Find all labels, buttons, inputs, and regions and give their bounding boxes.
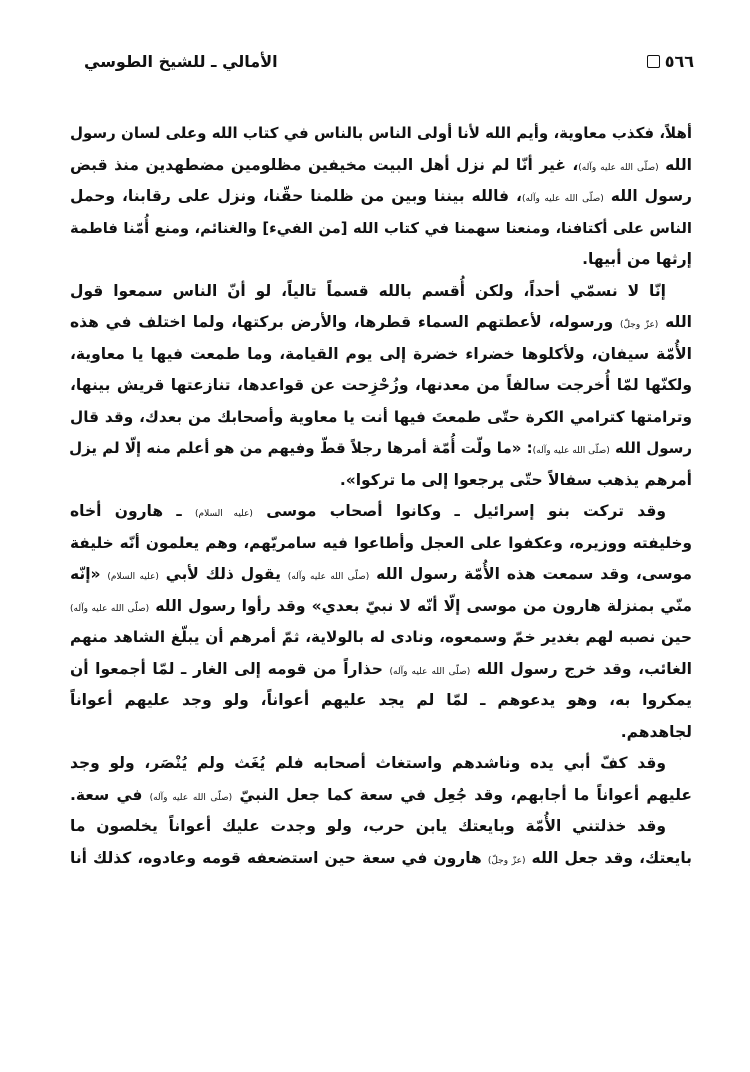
honorific-text: (صلّى الله عليه وآله) xyxy=(389,666,471,677)
honorific-text: (صلّى الله عليه وآله) xyxy=(287,572,370,582)
text-line xyxy=(70,276,692,308)
honorific-text: (عليه السلام) xyxy=(107,572,159,582)
text-segment: يمكروا به، وهو يدعوهم ـ لمّا لم يجد عليهم أعواناً، ولو وجد عليهم أعواناً xyxy=(70,691,692,709)
text-line xyxy=(70,402,692,434)
text-segment: حذاراً من قومه إلى الغار ـ لمّا أجمعوا أن xyxy=(70,659,390,678)
body-text xyxy=(70,118,692,874)
text-segment: لجاهدهم. xyxy=(620,722,692,741)
text-line xyxy=(70,528,692,560)
text-segment: : «ما ولّت أُمّة أمرها رجلاً قطّ وفيهم من هو أعلم منه إلّا لم يزل xyxy=(69,439,533,457)
text-line xyxy=(70,339,692,371)
text-segment: أهلاً، فكذب معاوية، وأيم الله لأنا أولى الناس بالناس في كتاب الله وعلى لسان رسول xyxy=(70,124,692,142)
text-segment: بايعتك، وقد جعل الله xyxy=(525,848,692,867)
text-segment: ، غير أنّا لم نزل أهل البيت مخيفين مظلومين مضطهدين منذ قبض xyxy=(70,155,579,174)
text-segment: حين نصبه لهم بغدير خمّ وسمعوه، ونادى له بالولاية، ثمّ أمرهم أن يبلّغ الشاهد منهم xyxy=(70,628,692,646)
book-title: الأمالي ـ للشيخ الطوسي xyxy=(84,52,278,71)
text-line xyxy=(70,591,692,623)
text-line xyxy=(70,370,692,402)
text-segment: «إنّه xyxy=(70,565,108,583)
text-segment: هارون في سعة حين استضعفه قومه وعادوه، كذلك أنا xyxy=(70,848,488,867)
honorific-text: (صلّى الله عليه وآله) xyxy=(149,792,233,803)
text-segment: وخليفته ووزيره، وعكفوا على العجل وأطاعوا فيه سامريّهم، وهم يعلمون أنّه خليفة xyxy=(70,533,692,552)
honorific-text: (عزّ وجلّ) xyxy=(619,320,659,330)
running-header xyxy=(84,52,694,82)
text-segment: منّي بمنزلة هارون من موسى إلّا أنّه لا نبيّ بعدي» وقد رأوا رسول الله xyxy=(149,596,692,615)
text-segment: أمرهم يذهب سفالاً حتّى يرجعوا إلى ما تركوا». xyxy=(339,470,692,489)
page-number-group xyxy=(647,52,694,71)
page-number: ٥٦٦ xyxy=(664,52,694,71)
text-segment: ـ هارون أخاه xyxy=(70,502,196,520)
text-line xyxy=(70,780,692,812)
text-line xyxy=(70,559,692,591)
text-segment: رسول الله xyxy=(609,439,692,457)
honorific-text: (صلّى الله عليه وآله) xyxy=(532,446,610,456)
text-segment: الغائب، وقد خرج رسول الله xyxy=(470,659,692,678)
honorific-text: (صلّى الله عليه وآله) xyxy=(70,603,150,614)
text-line xyxy=(70,307,692,339)
text-segment: موسى، وقد سمعت هذه الأُمّة رسول الله xyxy=(369,565,692,583)
text-line xyxy=(70,685,692,717)
text-line xyxy=(70,748,692,780)
text-segment: وقد خذلتني الأُمّة وبايعتك يابن حرب، ولو وجدت عليك أعواناً يخلصون ما xyxy=(70,817,666,835)
text-line xyxy=(70,213,692,245)
text-segment: وقد تركت بنو إسرائيل ـ وكانوا أصحاب موسى xyxy=(252,502,666,520)
text-segment: في سعة. xyxy=(70,785,150,804)
text-segment: الله xyxy=(658,155,692,174)
text-segment: إنّا لا نسمّي أحداً، ولكن أُقسم بالله قسماً تالياً، لو أنّ الناس سمعوا قول xyxy=(70,281,666,300)
text-line xyxy=(70,118,692,150)
honorific-text: (عليه السلام) xyxy=(195,509,253,519)
text-line xyxy=(70,843,692,875)
text-segment: وترامتها كترامي الكرة حتّى طمعتَ فيها أنت يا معاوية وأصحابك من بعدك، وقد قال xyxy=(70,407,692,426)
text-segment: عليهم أعواناً ما أجابهم، وقد جُعِل في سعة كما جعل النبيّ xyxy=(232,785,692,804)
text-line xyxy=(70,433,692,465)
honorific-text: (صلّى الله عليه وآله) xyxy=(521,194,604,204)
text-segment: وقد كفّ أبي يده وناشدهم واستغاث أصحابه فلم يُغَث ولم يُنْصَر، ولو وجد xyxy=(70,754,666,772)
text-segment: ، فالله بيننا وبين من ظلمنا حقّنا، ونزل على رقابنا، وحمل xyxy=(70,187,522,205)
text-segment: رسول الله xyxy=(603,187,692,205)
text-line xyxy=(70,496,692,528)
text-line xyxy=(70,654,692,686)
honorific-text: (صلّى الله عليه وآله) xyxy=(578,162,659,173)
text-segment: إرثها من أبيها. xyxy=(582,250,692,268)
text-line xyxy=(70,181,692,213)
text-line xyxy=(70,717,692,749)
text-segment: الأُمّة سيفان، ولأكلوها خضراء خضرة إلى يوم القيامة، وما طمعت فيها يا معاوية، xyxy=(70,344,692,363)
text-line xyxy=(70,465,692,497)
text-segment: الله xyxy=(658,313,692,331)
square-box-icon xyxy=(647,55,660,68)
text-segment: الناس على أكتافنا، ومنعنا سهمنا في كتاب الله [من الفيء] والغنائم، ومنع أُمّنا فاطمة xyxy=(70,219,692,237)
text-line xyxy=(70,622,692,654)
text-line xyxy=(70,811,692,843)
text-line xyxy=(70,244,692,276)
text-segment: يقول ذلك لأبي xyxy=(158,565,288,583)
text-segment: ورسوله، لأعطتهم السماء قطرها، والأرض بركتها، ولما اختلف في هذه xyxy=(70,313,620,331)
text-line xyxy=(70,150,692,182)
honorific-text: (عزّ وجلّ) xyxy=(487,855,526,866)
text-segment: ولكنّها لمّا أُخرجت سالفاً من معدنها، وزُحْزِحت عن قواعدها، تنازعتها قريش بينها، xyxy=(70,376,692,394)
